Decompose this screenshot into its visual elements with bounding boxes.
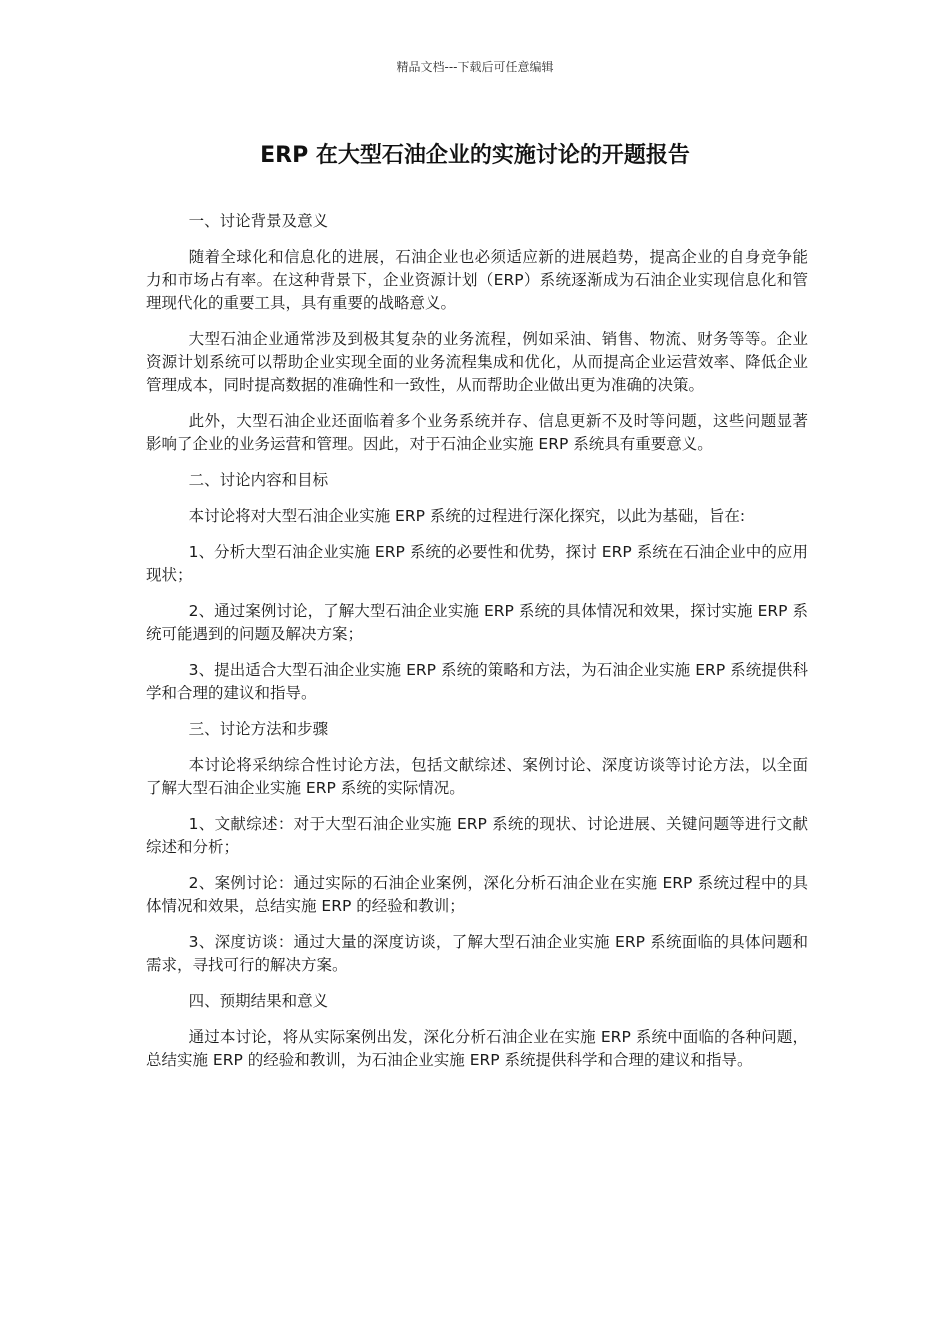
- header-note: 精品文档---下载后可任意编辑: [396, 60, 554, 74]
- list-item: 1、分析大型石油企业实施 ERP 系统的必要性和优势，探讨 ERP 系统在石油企业中的应用现状；: [146, 543, 808, 584]
- section-heading-results: 四、预期结果和意义: [188, 992, 329, 1010]
- paragraph: 此外，大型石油企业还面临着多个业务系统并存、信息更新不及时等问题，这些问题显著影响了企业的业务运营和管理。因此，对于石油企业实施 ERP 系统具有重要意义。: [146, 412, 808, 453]
- list-item: 3、提出适合大型石油企业实施 ERP 系统的策略和方法，为石油企业实施 ERP 系统提供科学和合理的建议和指导。: [146, 661, 808, 702]
- list-item: 3、深度访谈：通过大量的深度访谈，了解大型石油企业实施 ERP 系统面临的具体问题和需求，寻找可行的解决方案。: [146, 933, 808, 974]
- list-item: 2、案例讨论：通过实际的石油企业案例，深化分析石油企业在实施 ERP 系统过程中的具体情况和效果，总结实施 ERP 的经验和教训；: [146, 874, 808, 915]
- section-heading-content: 二、讨论内容和目标: [188, 471, 329, 489]
- paragraph: 本讨论将采纳综合性讨论方法，包括文献综述、案例讨论、深度访谈等讨论方法，以全面了解大型石油企业实施 ERP 系统的实际情况。: [146, 756, 808, 797]
- document-body: [146, 210, 808, 1085]
- paragraph: 大型石油企业通常涉及到极其复杂的业务流程，例如采油、销售、物流、财务等等。企业资源计划系统可以帮助企业实现全面的业务流程集成和优化，从而提高企业运营效率、降低企业管理成本，同时提高数据的准确性和一致性，从而帮助企业做出更为准确的决策。: [146, 330, 808, 394]
- paragraph: 通过本讨论，将从实际案例出发，深化分析石油企业在实施 ERP 系统中面临的各种问题，总结实施 ERP 的经验和教训，为石油企业实施 ERP 系统提供科学和合理的建议和指导。: [146, 1028, 808, 1069]
- section-heading-background: 一、讨论背景及意义: [188, 212, 329, 230]
- document-title: ERP 在大型石油企业的实施讨论的开题报告: [260, 143, 690, 168]
- list-item: 2、通过案例讨论，了解大型石油企业实施 ERP 系统的具体情况和效果，探讨实施 ERP 系统可能遇到的问题及解决方案；: [146, 602, 808, 643]
- paragraph: 本讨论将对大型石油企业实施 ERP 系统的过程进行深化探究，以此为基础，旨在:: [188, 507, 746, 525]
- section-heading-methods: 三、讨论方法和步骤: [188, 720, 329, 738]
- list-item: 1、文献综述：对于大型石油企业实施 ERP 系统的现状、讨论进展、关键问题等进行文献综述和分析；: [146, 815, 808, 856]
- paragraph: 随着全球化和信息化的进展，石油企业也必须适应新的进展趋势，提高企业的自身竞争能力和市场占有率。在这种背景下，企业资源计划（ERP）系统逐渐成为石油企业实现信息化和管理现代化的重要工具，具有重要的战略意义。: [146, 248, 808, 312]
